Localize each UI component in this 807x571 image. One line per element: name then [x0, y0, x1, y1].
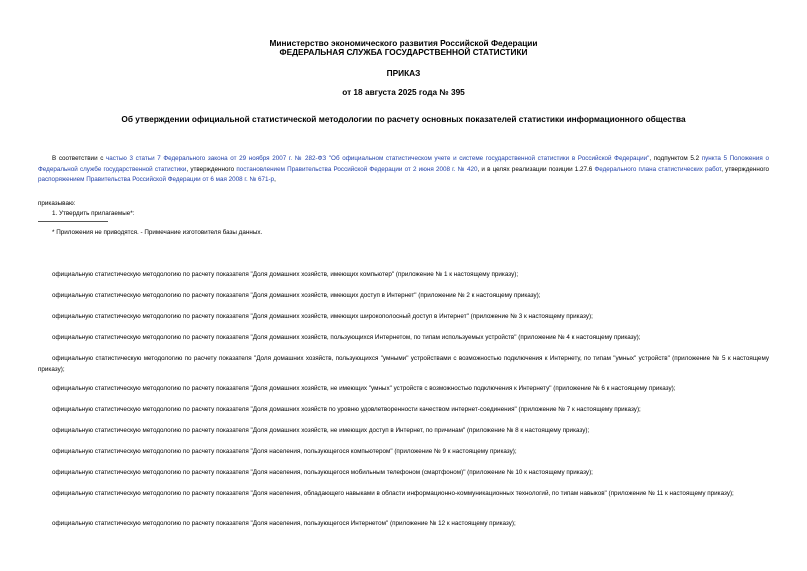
- preamble-paragraph: [38, 154, 769, 186]
- preamble-text-5: , утвержденного: [721, 165, 769, 173]
- methodology-item: официальную статистическую методологию по расчету показателя "Доля населения, пользующегося Интернетом" (приложение № 12 к настоящему приказу);: [52, 520, 516, 527]
- methodology-item: официальную статистическую методологию по расчету показателя "Доля населения, обладающего навыками в области информационно-коммуникационных технологий, по типам навыков" (приложение № 11 к настоящему приказу);: [52, 490, 734, 497]
- methodology-item: официальную статистическую методологию по расчету показателя "Доля населения, пользующегося мобильным телефоном (смартфоном)" (приложение № 10 к настоящему приказу);: [52, 469, 593, 476]
- service-name: ФЕДЕРАЛЬНАЯ СЛУЖБА ГОСУДАРСТВЕННОЙ СТАТИСТИКИ: [279, 47, 528, 57]
- methodology-item: официальную статистическую методологию по расчету показателя "Доля домашних хозяйств, пользующихся Интернетом, по типам используемых устройств" (приложение № 4 к настоящему приказу);: [52, 334, 641, 341]
- link-government-order[interactable]: распоряжением Правительства Российской Федерации от 6 мая 2008 г. № 671-р: [38, 176, 275, 183]
- footnote-divider: [38, 221, 108, 222]
- ministry-name: Министерство экономического развития Российской Федерации: [269, 38, 538, 48]
- preamble-text-2: , подпунктом 5.2: [649, 155, 702, 162]
- link-federal-plan[interactable]: Федерального плана статистических работ: [594, 165, 722, 173]
- methodology-item: официальную статистическую методологию по расчету показателя "Доля домашних хозяйств, не имеющих доступ в Интернет, по причинам" (приложение № 8 к настоящему приказу);: [52, 427, 590, 434]
- preamble-text-1: В соответствии с: [52, 155, 106, 162]
- methodology-item: официальную статистическую методологию по расчету показателя "Доля домашних хозяйств, имеющих доступ в Интернет" (приложение № 2 к настоящему приказу);: [52, 292, 541, 299]
- document-date-number: от 18 августа 2025 года № 395: [342, 87, 465, 97]
- methodology-item: официальную статистическую методологию по расчету показателя "Доля домашних хозяйств, имеющих компьютер" (приложение № 1 к настоящему приказу);: [52, 271, 519, 278]
- link-rosstat-regulation[interactable]: пункта 5 Положения о Федеральной службе государственной статистики: [38, 155, 769, 173]
- document-title: Об утверждении официальной статистической методологии по расчету основных показателей статистики информационного общества: [121, 114, 686, 124]
- preamble-text-3: , утвержденного: [186, 165, 237, 173]
- methodology-item: официальную статистическую методологию по расчету показателя "Доля домашних хозяйств по уровню удовлетворенности качеством интернет-соединения" (приложение № 7 к настоящему приказу);: [52, 406, 641, 413]
- footnote: * Приложения не приводятся. - Примечание изготовителя базы данных.: [52, 229, 263, 236]
- preamble-text-4: , и в целях реализации позиции 1.27.6: [477, 165, 595, 173]
- methodology-item: официальную статистическую методологию по расчету показателя "Доля домашних хозяйств, пользующихся "умными" устройствами с возможностью подключения к Интернету, по типам "умных" устройств" (приложение № 5 к настоящему приказу);: [38, 355, 769, 373]
- document-type: ПРИКАЗ: [386, 68, 421, 78]
- preamble-text-6: ,: [274, 176, 276, 183]
- item-1: 1. Утвердить прилагаемые*:: [52, 210, 135, 217]
- methodology-item: официальную статистическую методологию по расчету показателя "Доля домашних хозяйств, не имеющих "умных" устройств с возможностью подключения к Интернету" (приложение № 6 к настоящему приказу);: [52, 385, 676, 392]
- methodology-item: официальную статистическую методологию по расчету показателя "Доля домашних хозяйств, имеющих широкополосный доступ в Интернет" (приложение № 3 к настоящему приказу);: [52, 313, 593, 320]
- methodology-item: официальную статистическую методологию по расчету показателя "Доля населения, пользующегося компьютером" (приложение № 9 к настоящему приказу);: [52, 448, 517, 455]
- link-government-resolution[interactable]: постановлением Правительства Российской Федерации от 2 июня 2008 г. № 420: [236, 165, 478, 173]
- order-word: приказываю:: [38, 200, 76, 207]
- link-federal-law[interactable]: частью 3 статьи 7 Федерального закона от 29 ноября 2007 г. № 282-ФЗ "Об официальном статистическом учете и системе государственной статистики в Российской Федерации": [106, 155, 650, 162]
